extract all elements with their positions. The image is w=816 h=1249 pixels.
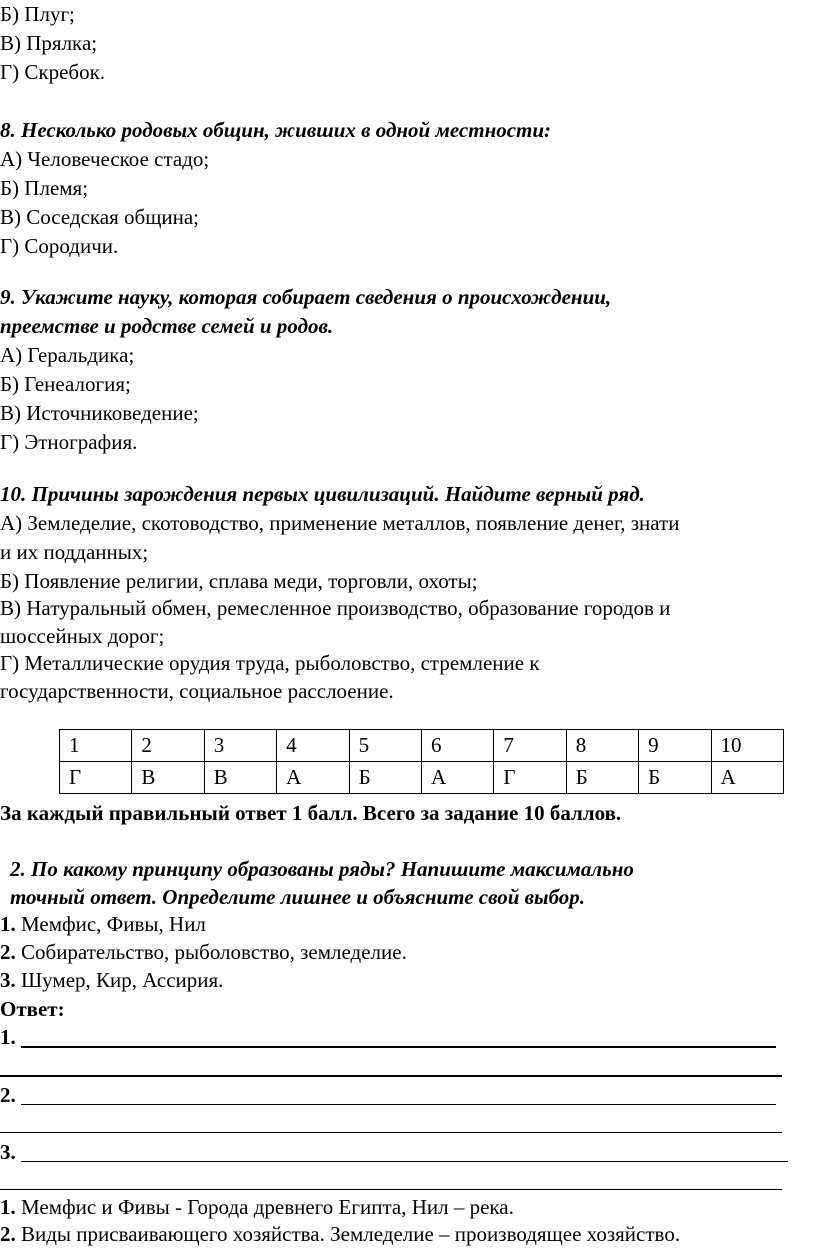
q7-option-d: Г) Скребок.	[0, 60, 106, 84]
table-cell: Б	[349, 762, 421, 794]
item-text: Мемфис, Фивы, Нил	[15, 912, 206, 936]
answer-label: Ответ:	[0, 997, 65, 1021]
q10-line-6: Г) Металлические орудия труда, рыболовство, стремление к	[0, 651, 540, 675]
answer-slot-2: 2.	[0, 1083, 16, 1107]
item-text: Шумер, Кир, Ассирия.	[15, 968, 224, 992]
task2-item-1	[0, 910, 206, 939]
table-cell: 8	[566, 730, 638, 762]
answer-slot-3: 3.	[0, 1140, 16, 1164]
task2-title-line-1: 2. По какому принципу образованы ряды? Напишите максимально	[10, 857, 634, 881]
task2-item-2	[0, 938, 407, 967]
q9-title-line-1: 9. Укажите науку, которая собирает сведения о происхождении,	[0, 285, 612, 309]
table-cell: 3	[204, 730, 276, 762]
q9-option-a: А) Геральдика;	[0, 343, 135, 367]
item-number: 2.	[0, 940, 16, 964]
q8-option-c: В) Соседская община;	[0, 205, 200, 229]
q8-title: 8. Несколько родовых общин, живших в одной местности:	[0, 118, 552, 142]
answer-line	[21, 1161, 788, 1162]
answer-line	[21, 1104, 776, 1105]
q9-option-b: Б) Генеалогия;	[0, 372, 131, 396]
item-text: Собирательство, рыболовство, земледелие.	[15, 940, 407, 964]
answer-key-table	[59, 729, 784, 794]
q10-line-1: А) Земледелие, скотоводство, применение металлов, появление денег, знати	[0, 511, 680, 535]
table-row-answers	[60, 762, 784, 794]
table-cell: Б	[566, 762, 638, 794]
q10-title: 10. Причины зарождения первых цивилизаций. Найдите верный ряд.	[0, 482, 645, 506]
table-cell: 5	[349, 730, 421, 762]
item-number: 1.	[0, 912, 16, 936]
table-cell: В	[132, 762, 204, 794]
q9-option-d: Г) Этнография.	[0, 430, 138, 454]
q10-line-4: В) Натуральный обмен, ремесленное производство, образование городов и	[0, 596, 671, 620]
q8-option-b: Б) Племя;	[0, 176, 89, 200]
table-cell: А	[277, 762, 349, 794]
solution-2	[0, 1220, 680, 1249]
q10-line-5: шоссейных дорог;	[0, 624, 165, 648]
q10-line-7: государственности, социальное расслоение.	[0, 679, 394, 703]
table-cell: А	[421, 762, 493, 794]
table-cell: 7	[494, 730, 566, 762]
q9-title-line-2: преемстве и родстве семей и родов.	[0, 314, 334, 338]
task2-title-line-2: точный ответ. Определите лишнее и объясните свой выбор.	[10, 885, 586, 909]
q9-option-c: В) Источниковедение;	[0, 401, 199, 425]
table-cell: Г	[494, 762, 566, 794]
answer-line	[0, 1075, 782, 1077]
q7-option-b: Б) Плуг;	[0, 2, 75, 26]
table-cell: Б	[639, 762, 711, 794]
table-cell: 2	[132, 730, 204, 762]
table-cell: В	[204, 762, 276, 794]
solution-number: 1.	[0, 1195, 16, 1219]
table-cell: А	[711, 762, 783, 794]
q8-option-a: А) Человеческое стадо;	[0, 147, 210, 171]
table-cell: 6	[421, 730, 493, 762]
table-cell: 10	[711, 730, 783, 762]
q10-line-2: и их подданных;	[0, 540, 149, 564]
table-cell: 4	[277, 730, 349, 762]
answer-slot-1: 1.	[0, 1025, 16, 1049]
solution-text: Виды присваивающего хозяйства. Земледелие – производящее хозяйство.	[15, 1222, 681, 1246]
table-row-numbers	[60, 730, 784, 762]
table-cell: 1	[60, 730, 132, 762]
solution-1	[0, 1193, 514, 1222]
answer-line	[21, 1046, 776, 1048]
q8-option-d: Г) Сородичи.	[0, 234, 119, 258]
answer-line	[0, 1132, 782, 1133]
q10-line-3: Б) Появление религии, сплава меди, торговли, охоты;	[0, 569, 478, 593]
scoring-note: За каждый правильный ответ 1 балл. Всего за задание 10 баллов.	[0, 801, 622, 825]
answer-line	[0, 1189, 782, 1190]
solution-number: 2.	[0, 1222, 16, 1246]
table-cell: 9	[639, 730, 711, 762]
solution-text: Мемфис и Фивы - Города древнего Египта, Нил – река.	[15, 1195, 514, 1219]
item-number: 3.	[0, 968, 16, 992]
q7-option-c: В) Прялка;	[0, 31, 98, 55]
task2-item-3	[0, 966, 223, 995]
table-cell: Г	[60, 762, 132, 794]
